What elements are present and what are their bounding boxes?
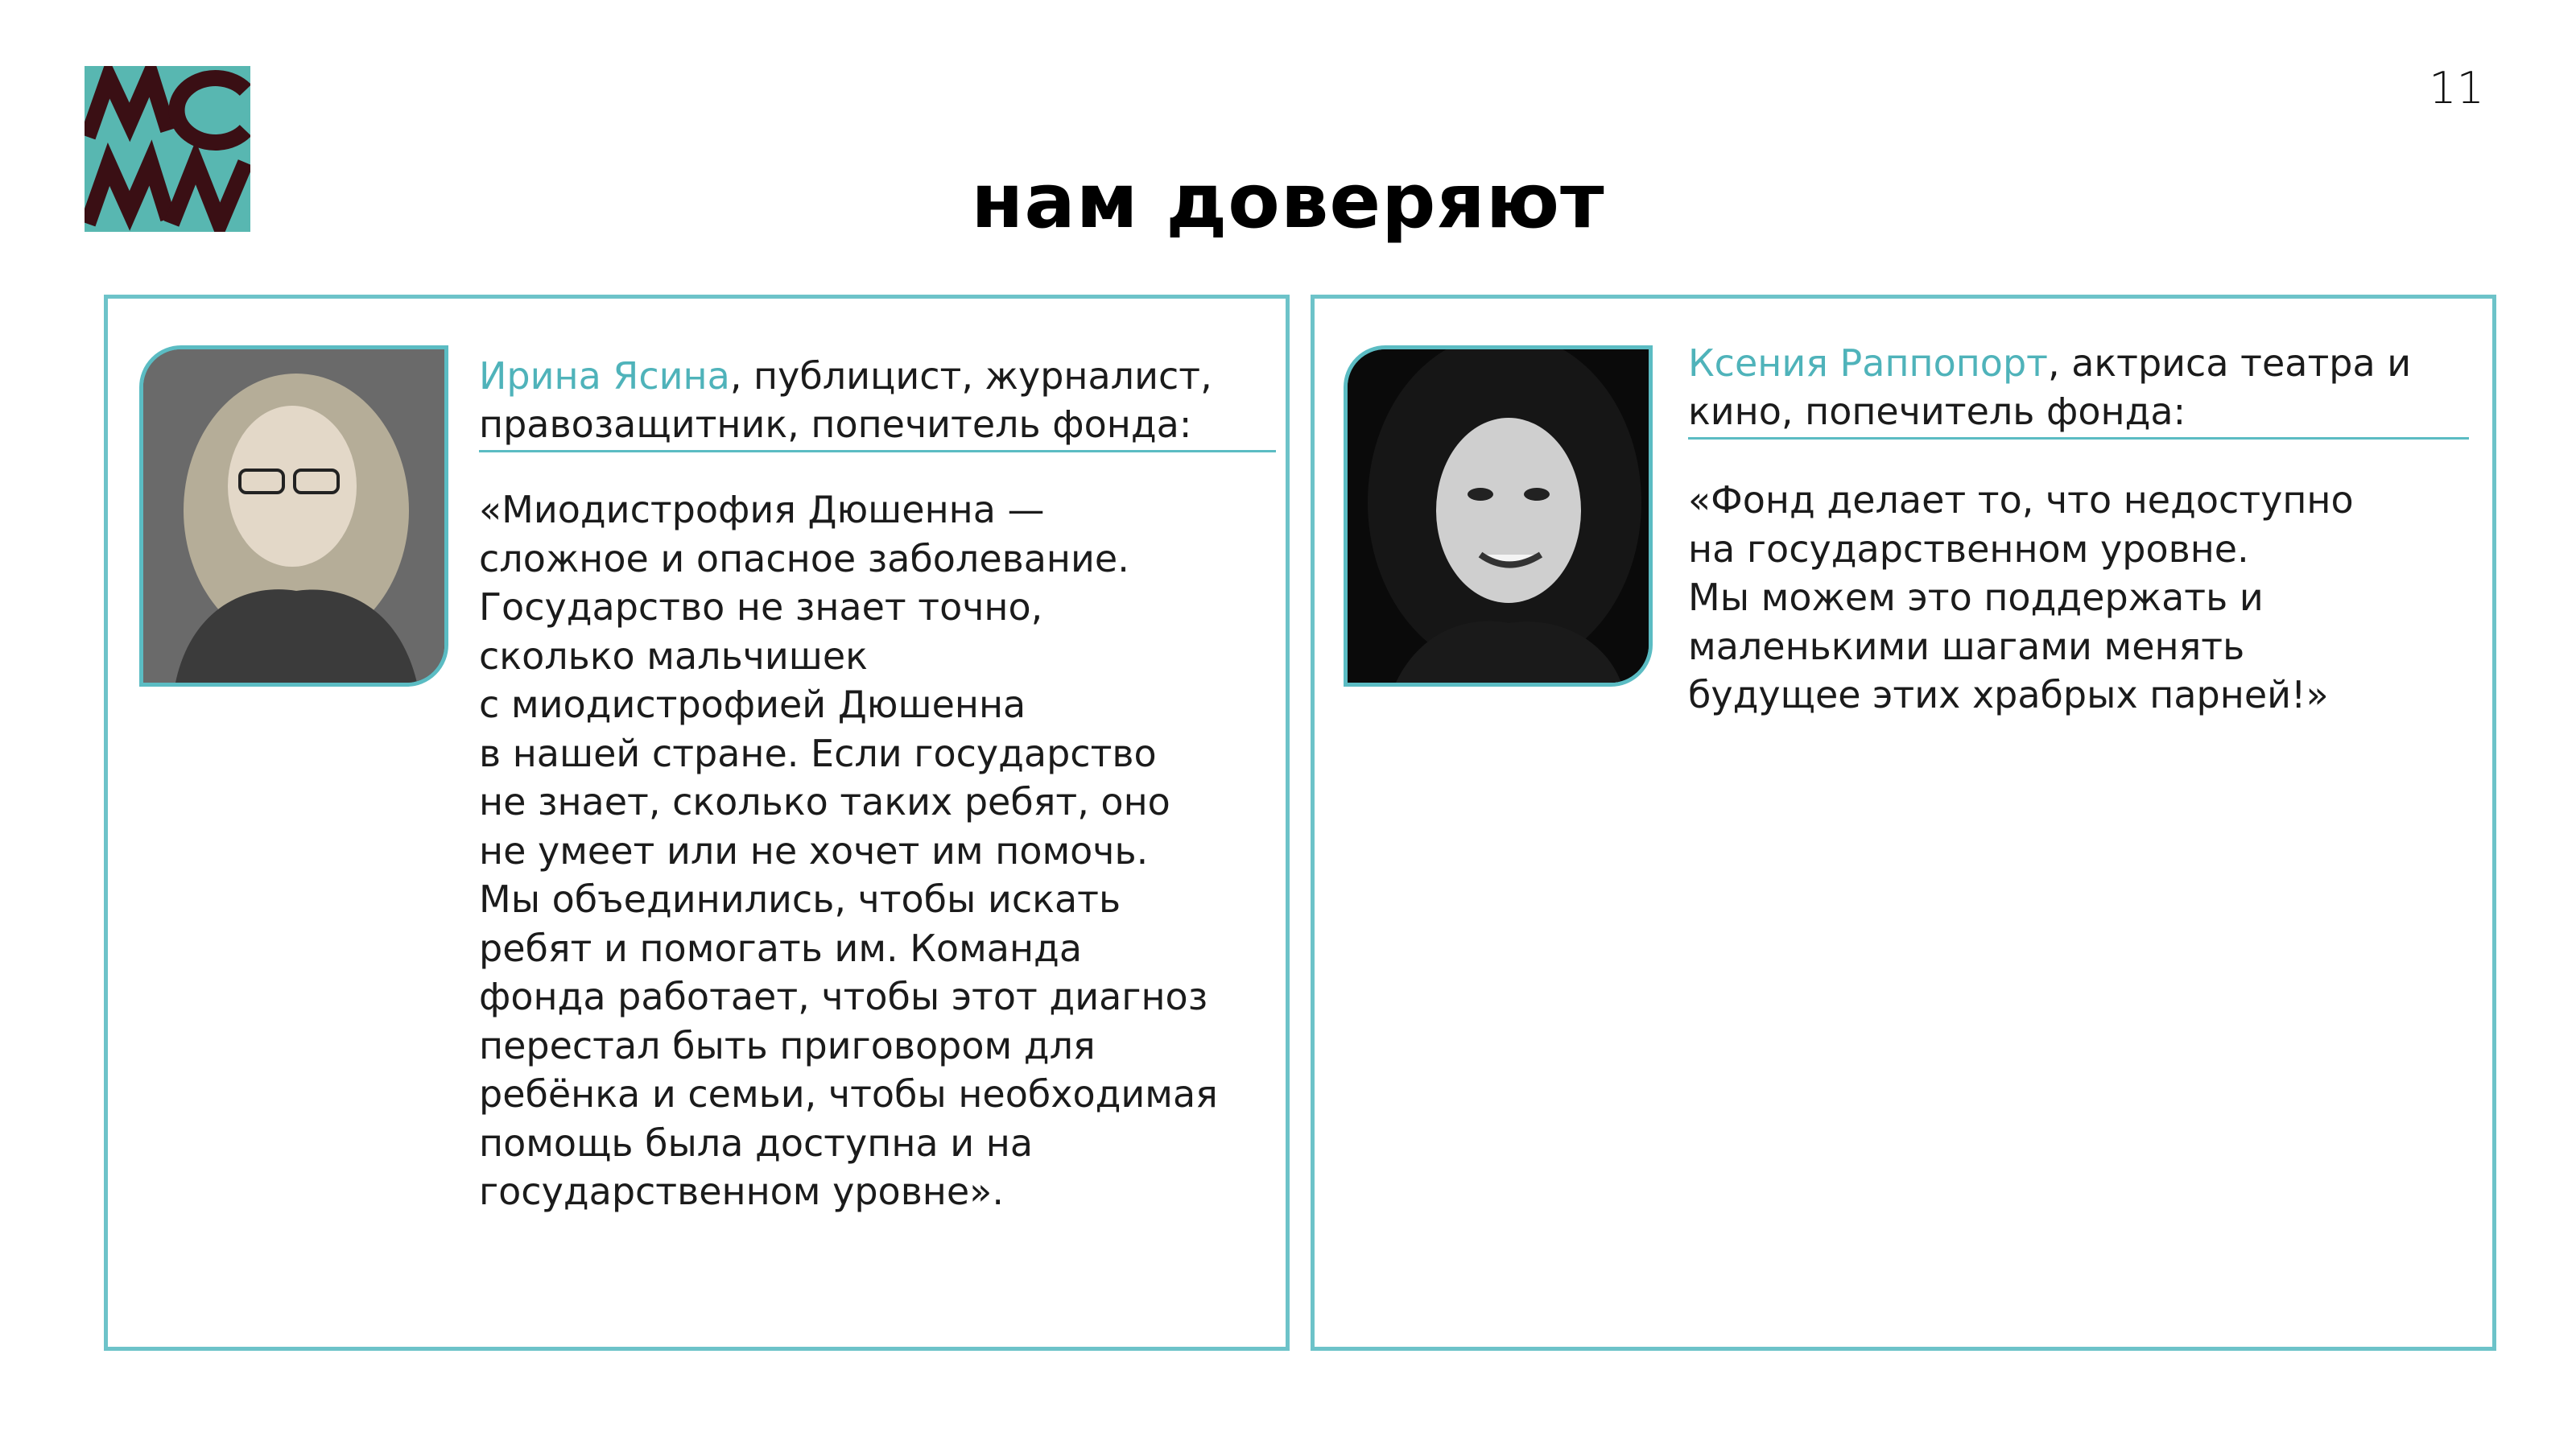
testimonial-quote: «Фонд делает то, что недоступно на государственном уровне. Мы можем это поддержать и маленькими шагами менять будущее этих храбрых парней!» [1688, 478, 2354, 716]
person-name: Ксения Раппопорт [1688, 341, 2048, 385]
page-number: 11 [2429, 63, 2484, 114]
portrait-photo-icon [1344, 345, 1653, 687]
testimonial-card [104, 295, 1290, 1351]
portrait-photo-icon [139, 345, 448, 687]
testimonial-card [1311, 295, 2496, 1351]
testimonial-attribution [479, 352, 1292, 448]
person-role: , публицист, журналист, правозащитник, попечитель фонда: [479, 354, 1212, 446]
person-name: Ирина Ясина [479, 354, 730, 398]
testimonial-attribution [1688, 339, 2485, 436]
person-role: , актриса театра и кино, попечитель фонда: [1688, 341, 2412, 433]
page-title: нам доверяют [971, 158, 1605, 246]
testimonial-quote: «Миодистрофия Дюшенна — сложное и опасное заболевание. Государство не знает точно, сколько мальчишек с миодистрофией Дюшенна в нашей стране. Если государство не знает, сколько таких ребят, оно не умеет или не хочет им помочь. Мы объединились, чтобы искать ребят и помогать им. Команда фонда работает, чтобы этот диагноз перестал быть приговором для ребёнка и семьи, чтобы необходимая помощь была доступна и на государственном уровне». [479, 488, 1218, 1213]
